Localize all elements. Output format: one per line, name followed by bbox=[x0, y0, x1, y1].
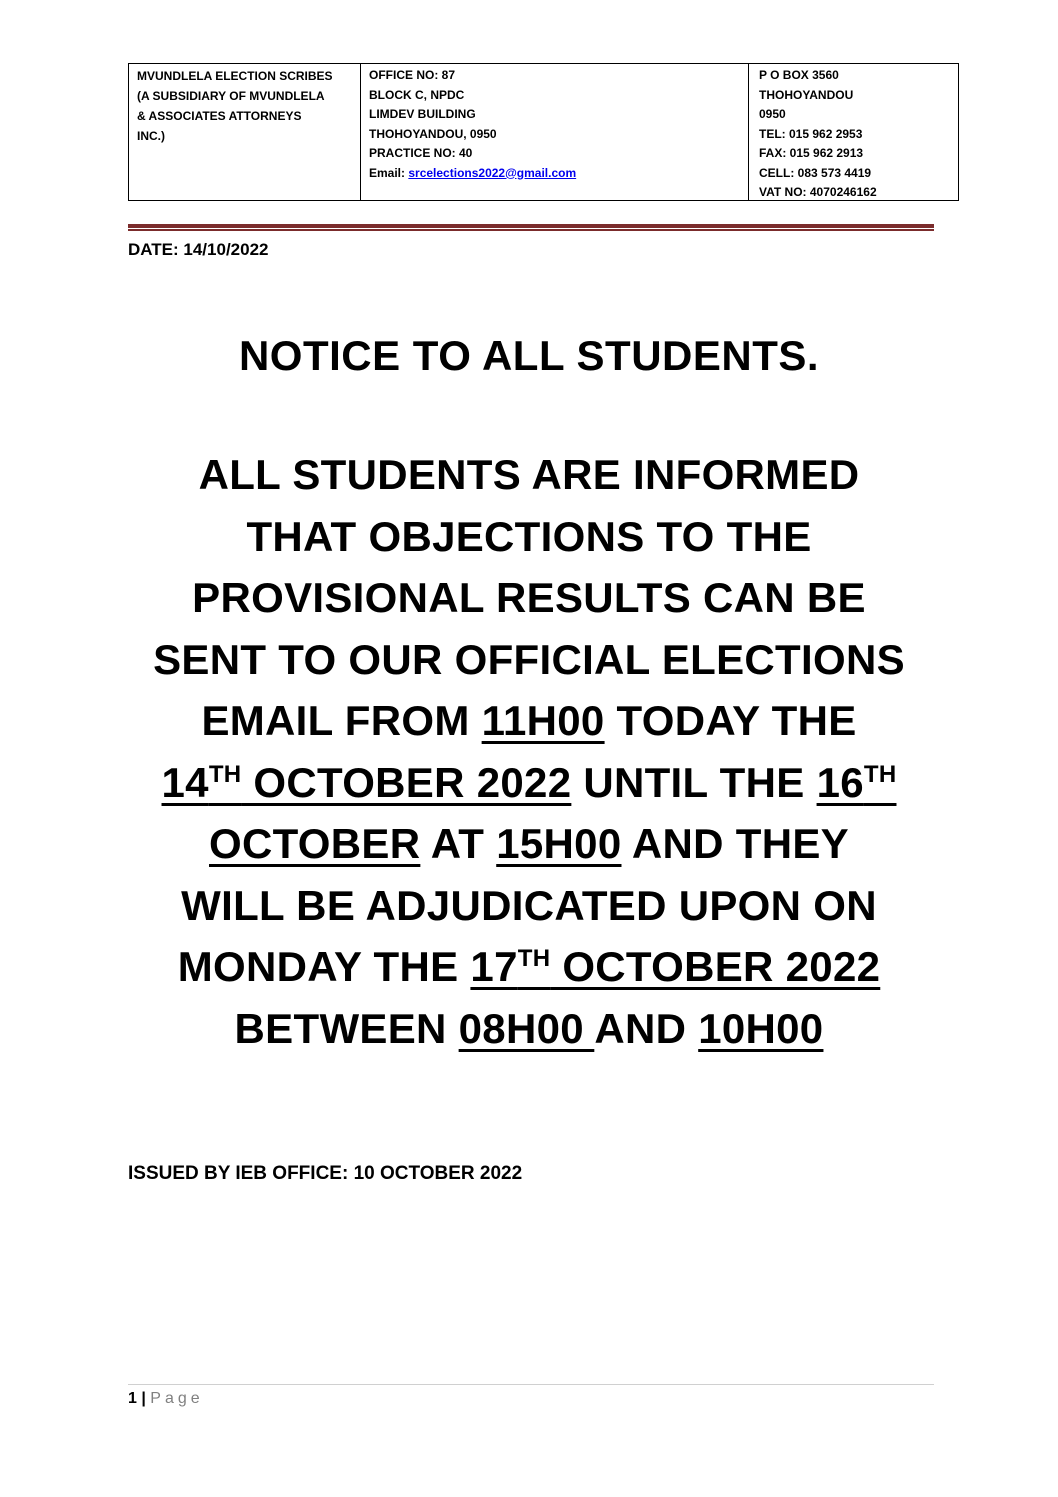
adjudication-start-time: 08H00 bbox=[458, 1004, 595, 1052]
email-line bbox=[369, 164, 742, 184]
notice-line: WILL BE ADJUDICATED UPON ON bbox=[181, 881, 877, 929]
notice-line: PROVISIONAL RESULTS CAN BE bbox=[192, 574, 866, 621]
notice-text: EMAIL FROM bbox=[201, 697, 482, 744]
office-line: PRACTICE NO: 40 bbox=[369, 146, 473, 160]
notice-line: ALL STUDENTS ARE INFORMED bbox=[198, 451, 860, 498]
office-line: OFFICE NO: 87 bbox=[369, 68, 456, 82]
start-date bbox=[162, 759, 572, 806]
end-time: 15H00 bbox=[496, 820, 622, 867]
notice-title: NOTICE TO ALL STUDENTS. bbox=[238, 332, 820, 379]
notice-line: SENT TO OUR OFFICIAL ELECTIONS bbox=[153, 635, 905, 683]
page-number: 1 bbox=[128, 1390, 137, 1407]
notice-text: BETWEEN bbox=[234, 1004, 459, 1052]
adjudication-day: 17 bbox=[470, 943, 518, 990]
contact-line: THOHOYANDOU bbox=[759, 87, 854, 102]
notice-text: AT bbox=[420, 820, 497, 867]
adjudication-month-year: OCTOBER 2022 bbox=[550, 943, 881, 990]
contact-cell bbox=[749, 64, 958, 200]
notice-line bbox=[0, 813, 1058, 875]
contact-line: P O BOX 3560 bbox=[759, 68, 839, 82]
office-line: LIMDEV BUILDING bbox=[369, 107, 476, 121]
ordinal-suffix: TH bbox=[208, 760, 242, 788]
ordinal-suffix: TH bbox=[863, 760, 897, 788]
letterhead-table bbox=[128, 63, 959, 201]
footer-divider bbox=[128, 1384, 934, 1385]
end-day-number: 16 bbox=[816, 758, 864, 806]
end-month: OCTOBER bbox=[209, 820, 421, 867]
notice-text: MONDAY THE bbox=[177, 943, 471, 990]
firm-name-line: & ASSOCIATES ATTORNEYS bbox=[137, 109, 302, 123]
adjudication-date bbox=[470, 943, 880, 990]
email-label: Email: bbox=[369, 165, 409, 180]
issued-by: ISSUED BY IEB OFFICE: 10 OCTOBER 2022 bbox=[128, 1163, 523, 1184]
notice-line bbox=[0, 936, 1058, 998]
notice-text: AND THEY bbox=[621, 820, 849, 867]
notice-text: AND bbox=[594, 1004, 699, 1052]
office-line: BLOCK C, NPDC bbox=[369, 87, 465, 102]
office-address-cell bbox=[361, 64, 749, 200]
contact-line: FAX: 015 962 2913 bbox=[759, 146, 864, 160]
contact-line: 0950 bbox=[759, 107, 786, 121]
start-day: 14 bbox=[161, 758, 209, 806]
start-month-year: OCTOBER 2022 bbox=[241, 758, 572, 806]
firm-name-line: INC.) bbox=[137, 129, 165, 143]
page-separator: | bbox=[136, 1390, 151, 1407]
contact-line: VAT NO: 4070246162 bbox=[759, 185, 877, 199]
ordinal-suffix: TH bbox=[517, 945, 551, 972]
adjudication-end-time: 10H00 bbox=[698, 1004, 824, 1052]
notice-line bbox=[0, 752, 1058, 814]
office-line: THOHOYANDOU, 0950 bbox=[369, 126, 497, 141]
notice-body bbox=[0, 444, 1058, 1059]
notice-line: THAT OBJECTIONS TO THE bbox=[246, 512, 812, 560]
page-label: Page bbox=[150, 1390, 204, 1407]
firm-name-line: MVUNDLELA ELECTION SCRIBES bbox=[137, 69, 333, 83]
notice-line bbox=[0, 690, 1058, 752]
start-time: 11H00 bbox=[481, 697, 605, 744]
firm-name-cell bbox=[129, 64, 361, 200]
email-link[interactable]: srcelections2022@gmail.com bbox=[408, 165, 577, 180]
page-footer bbox=[128, 1390, 204, 1408]
header-divider-thin bbox=[128, 229, 934, 231]
notice-text: TODAY THE bbox=[604, 697, 857, 744]
contact-line: TEL: 015 962 2953 bbox=[759, 126, 863, 141]
header-divider-thick bbox=[128, 224, 934, 228]
contact-line: CELL: 083 573 4419 bbox=[759, 165, 872, 180]
end-day bbox=[817, 759, 897, 806]
notice-text: UNTIL THE bbox=[571, 758, 817, 806]
document-date: DATE: 14/10/2022 bbox=[128, 240, 269, 259]
firm-name-line: (A SUBSIDIARY OF MVUNDLELA bbox=[137, 89, 325, 103]
notice-line bbox=[0, 998, 1058, 1060]
